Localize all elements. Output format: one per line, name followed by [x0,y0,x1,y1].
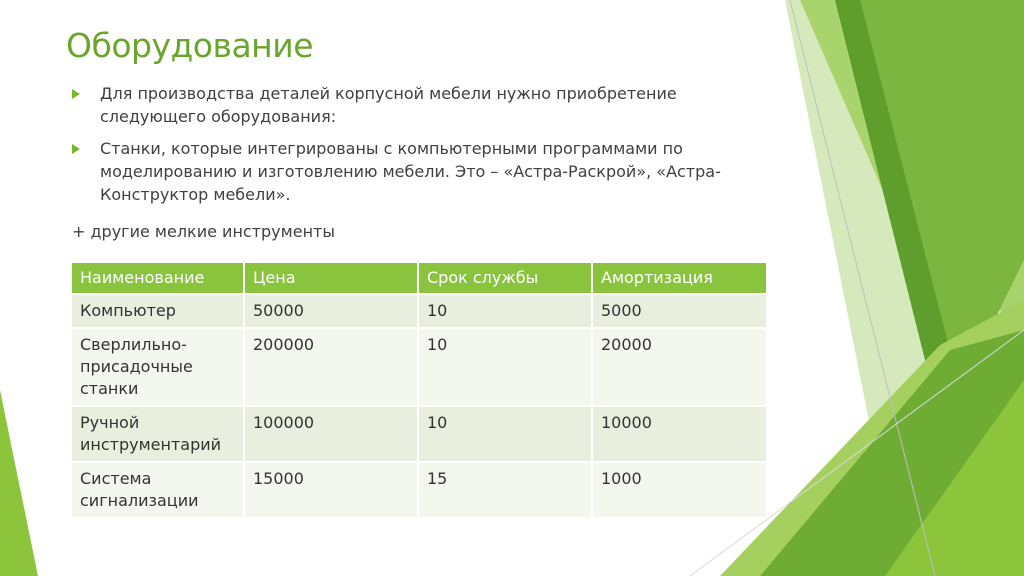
bullet-text: Для производства деталей корпусной мебели нужно приобретение следующего оборудования: [100,84,677,126]
bullet-item [72,82,752,128]
left-corner-shape [0,390,38,576]
bullet-text: Станки, которые интегрированы с компьютерными программами по моделированию и изготовлению мебели. Это – «Астра-Раскрой», «Астра-Конструктор мебели». [100,139,721,204]
cell-depreciation: 20000 [592,328,766,406]
cell-service-life: 10 [418,406,592,462]
table-row [72,328,766,406]
cell-name: Компьютер [72,294,244,328]
triangle-bullet-icon [72,89,80,99]
table-row [72,406,766,462]
cell-name: Система сигнализации [72,462,244,518]
cell-depreciation: 1000 [592,462,766,518]
bullet-list [72,82,752,215]
header-price: Цена [244,263,418,294]
cell-service-life: 15 [418,462,592,518]
cell-price: 200000 [244,328,418,406]
cell-service-life: 10 [418,328,592,406]
extra-line: + другие мелкие инструменты [72,222,335,241]
header-name: Наименование [72,263,244,294]
table-header-row [72,263,766,294]
cell-price: 15000 [244,462,418,518]
header-depreciation: Амортизация [592,263,766,294]
cell-price: 100000 [244,406,418,462]
triangle-bullet-icon [72,144,80,154]
cell-price: 50000 [244,294,418,328]
cell-depreciation: 10000 [592,406,766,462]
bullet-item [72,137,752,206]
cell-depreciation: 5000 [592,294,766,328]
header-service-life: Срок службы [418,263,592,294]
cell-service-life: 10 [418,294,592,328]
table-row [72,294,766,328]
equipment-table [72,263,766,519]
cell-name: Сверлильно-присадочные станки [72,328,244,406]
table-row [72,462,766,518]
slide-title: Оборудование [66,26,313,65]
cell-name: Ручной инструментарий [72,406,244,462]
